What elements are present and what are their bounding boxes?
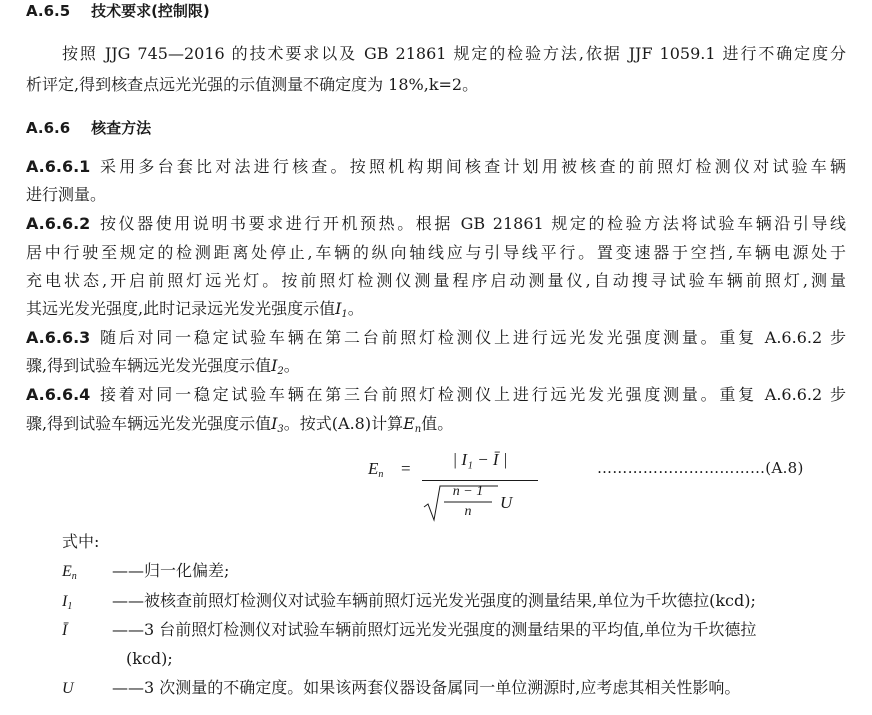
where-label: 式中: bbox=[62, 532, 100, 551]
variable-definition: $I_1$ ——被核查前照灯检测仪对试验车辆前照灯远光发光强度的测量结果,单位为千坎德拉(kcd); bbox=[62, 591, 756, 612]
formula-a8 bbox=[368, 450, 568, 520]
paragraph-line: 接着对同一稳定试验车辆在第三台前照灯检测仪上进行远光发光强度测量。重复 A.6.6.2 步 bbox=[100, 385, 846, 404]
paragraph-line: 按照 JJG 745—2016 的技术要求以及 GB 21861 规定的检验方法,依据 JJF 1059.1 进行不确定度分 bbox=[62, 44, 846, 63]
paragraph-line: 骤,得到试验车辆远光发光强度示值$I_3$。按式(A.8)计算$E_n$值。 bbox=[26, 414, 454, 435]
section-number: A.6.5 bbox=[26, 2, 71, 20]
paragraph-line: 析评定,得到核查点远光光强的示值测量不确定度为 18%,k=2。 bbox=[26, 75, 479, 94]
paragraph-line: 充电状态,开启前照灯远光灯。按前照灯检测仪测量程序启动测量仪,自动搜寻试验车辆前照灯,测量 bbox=[26, 271, 846, 290]
formula-label: ……………………………(A.8) bbox=[597, 459, 804, 477]
symbol-i3: $I_3$ bbox=[271, 414, 284, 435]
formula-equals: = bbox=[401, 459, 411, 478]
variable-symbol: $E_n$ bbox=[62, 563, 77, 582]
clause-a6662 bbox=[26, 213, 846, 235]
clause-a6663 bbox=[26, 327, 846, 349]
symbol-i2: $I_2$ bbox=[271, 356, 284, 377]
paragraph-line: 骤,得到试验车辆远光发光强度示值$I_2$。 bbox=[26, 356, 300, 377]
clause-number: A.6.6.3 bbox=[26, 328, 91, 347]
section-heading-a665 bbox=[26, 0, 210, 22]
fraction-bar bbox=[422, 480, 538, 481]
clause-a6664 bbox=[26, 384, 846, 406]
paragraph-line: 按仪器使用说明书要求进行开机预热。根据 GB 21861 规定的检验方法将试验车辆沿引导线 bbox=[100, 214, 846, 233]
section-title: 核查方法 bbox=[91, 119, 152, 137]
variable-definition: U ——3 次测量的不确定度。如果该两套仪器设备属同一单位溯源时,应考虑其相关性影响。 bbox=[62, 677, 740, 700]
sqrt-denominator: n bbox=[464, 504, 472, 519]
variable-symbol: $I_1$ bbox=[62, 593, 73, 612]
paragraph-line: 其远光发光强度,此时记录远光发光强度示值$I_1$。 bbox=[26, 299, 364, 320]
paragraph-line: 采用多台套比对法进行核查。按照机构期间核查计划用被核查的前照灯检测仪对试验车辆 bbox=[100, 157, 846, 176]
symbol-en: $E_n$ bbox=[403, 414, 422, 435]
clause-number: A.6.6.2 bbox=[26, 214, 91, 233]
variable-definition-continued: (kcd); bbox=[126, 649, 173, 668]
clause-number: A.6.6.4 bbox=[26, 385, 91, 404]
section-heading-a666 bbox=[26, 117, 151, 139]
symbol-i1: $I_1$ bbox=[335, 299, 348, 320]
variable-symbol: Ī bbox=[62, 622, 68, 639]
paragraph-line: 进行测量。 bbox=[26, 185, 107, 204]
formula-denominator bbox=[422, 483, 540, 523]
clause-number: A.6.6.1 bbox=[26, 157, 91, 176]
formula-lhs: $E_n$ bbox=[368, 459, 384, 480]
formula-u: U bbox=[500, 493, 513, 512]
paragraph-line: 随后对同一稳定试验车辆在第二台前照灯检测仪上进行远光发光强度测量。重复 A.6.6.2 步 bbox=[100, 328, 846, 347]
variable-symbol: U bbox=[62, 680, 74, 697]
sqrt-numerator: n − 1 bbox=[452, 484, 484, 499]
formula-numerator: | I₁ − Ī | bbox=[452, 450, 508, 469]
clause-a6661 bbox=[26, 156, 846, 178]
variable-definition: Ī ——3 台前照灯检测仪对试验车辆前照灯远光发光强度的测量结果的平均值,单位为千坎德拉 bbox=[62, 619, 756, 642]
section-title: 技术要求(控制限) bbox=[91, 2, 210, 20]
variable-definition: $E_n$ ——归一化偏差; bbox=[62, 561, 230, 582]
paragraph-line: 居中行驶至规定的检测距离处停止,车辆的纵向轴线应与引导线平行。置变速器于空挡,车辆电源处于 bbox=[26, 243, 846, 262]
section-number: A.6.6 bbox=[26, 119, 71, 137]
